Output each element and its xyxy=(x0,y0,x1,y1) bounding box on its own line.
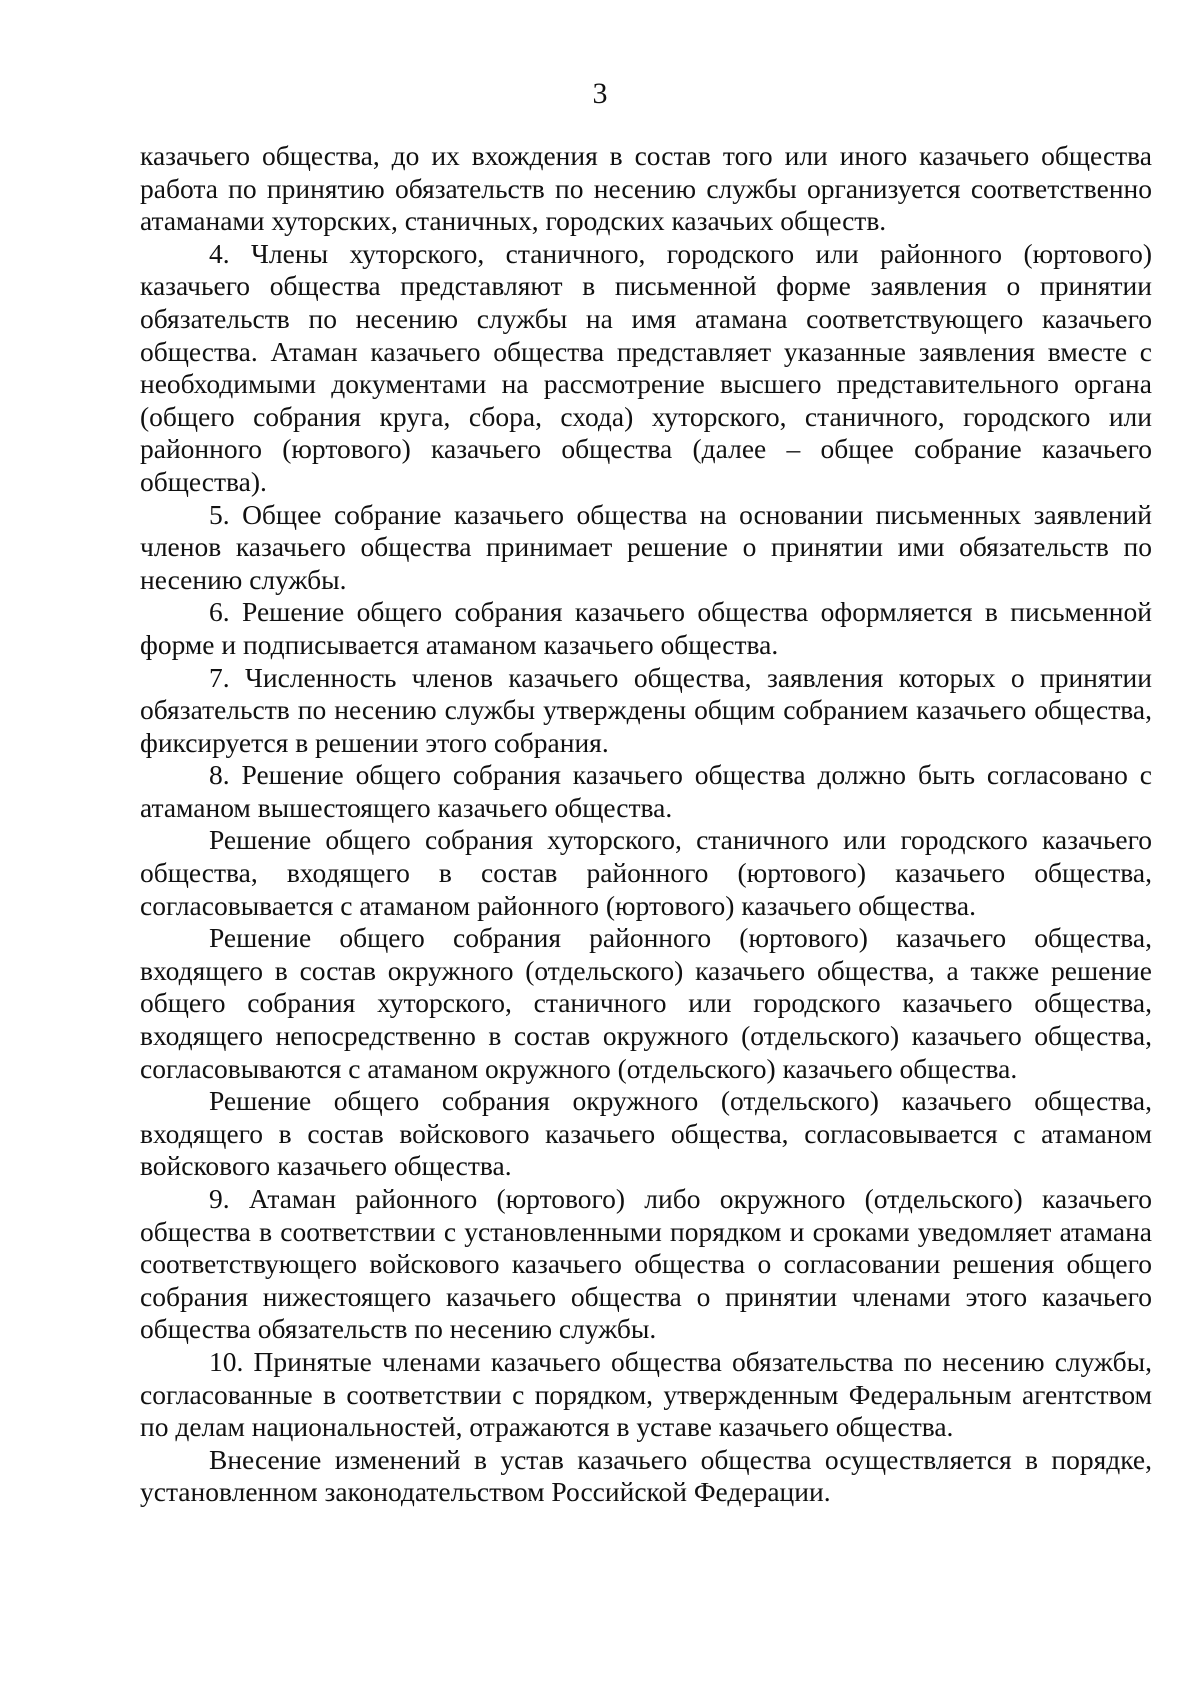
page-number: 3 xyxy=(592,77,608,110)
paragraph-item-5: 5. Общее собрание казачьего общества на основании письменных заявлений членов казачьего общества принимает решение о принятии ими обязательств по несению службы. xyxy=(140,498,1152,595)
paragraph-item-8: 8. Решение общего собрания казачьего общества должно быть согласовано с атаманом вышестоящего казачьего общества. xyxy=(140,759,1152,823)
document-body xyxy=(140,140,1152,1509)
paragraph-item-9: 9. Атаман районного (юртового) либо окружного (отдельского) казачьего общества в соответствии с установленными порядком и сроками уведомляет атамана соответствующего войскового казачьего общества о согласовании решения общего собрания нижестоящего казачьего общества о принятии членами этого казачьего общества обязательств по несению службы. xyxy=(140,1183,1152,1345)
paragraph-item-7: 7. Численность членов казачьего общества, заявления которых о принятии обязательств по несению службы утверждены общим собранием казачьего общества, фиксируется в решении этого собрания. xyxy=(140,661,1152,758)
paragraph-continuation: казачьего общества, до их вхождения в состав того или иного казачьего общества работа по принятию обязательств по несению службы организуется соответственно атаманами хуторских, станичных, городских казачьих обществ. xyxy=(140,140,1152,237)
paragraph-item-8-military: Решение общего собрания окружного (отдельского) казачьего общества, входящего в состав войскового казачьего общества, согласовывается с атаманом войскового казачьего общества. xyxy=(140,1085,1152,1182)
paragraph-item-6: 6. Решение общего собрания казачьего общества оформляется в письменной форме и подписывается атаманом казачьего общества. xyxy=(140,596,1152,660)
paragraph-item-4: 4. Члены хуторского, станичного, городского или районного (юртового) казачьего общества представляют в письменной форме заявления о принятии обязательств по несению службы на имя атамана соответствующего казачьего общества. Атаман казачьего общества представляет указанные заявления вместе с необходимыми документами на рассмотрение высшего представительного органа (общего собрания круга, сбора, схода) хуторского, станичного, городского или районного (юртового) казачьего общества (далее – общее собрание казачьего общества). xyxy=(140,237,1152,497)
paragraph-item-8-regional: Решение общего собрания районного (юртового) казачьего общества, входящего в состав окружного (отдельского) казачьего общества, а также решение общего собрания хуторского, станичного или городского казачьего общества, входящего непосредственно в состав окружного (отдельского) казачьего общества, согласовываются с атаманом окружного (отдельского) казачьего общества. xyxy=(140,922,1152,1084)
paragraph-item-8-district: Решение общего собрания хуторского, станичного или городского казачьего общества, входящего в состав районного (юртового) казачьего общества, согласовывается с атаманом районного (юртового) казачьего общества. xyxy=(140,824,1152,921)
paragraph-charter-amendment: Внесение изменений в устав казачьего общества осуществляется в порядке, установленном законодательством Российской Федерации. xyxy=(140,1443,1152,1508)
paragraph-item-10: 10. Принятые членами казачьего общества обязательства по несению службы, согласованные в соответствии с порядком, утвержденным Федеральным агентством по делам национальностей, отражаются в уставе казачьего общества. xyxy=(140,1345,1152,1443)
